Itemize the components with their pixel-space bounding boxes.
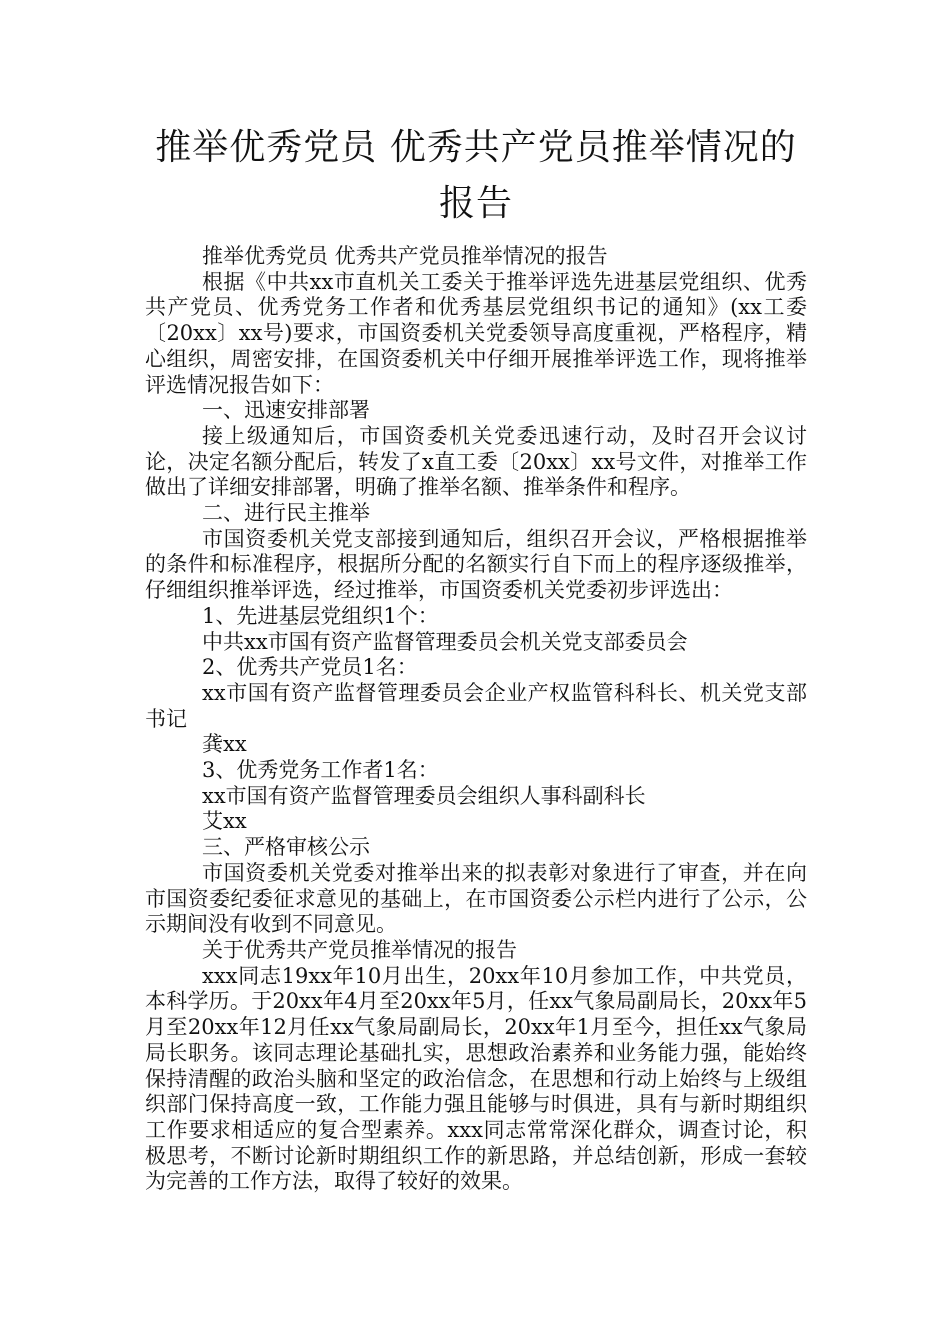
section-heading-1: 一、迅速安排部署 <box>202 398 370 423</box>
section-heading-3: 三、严格审核公示 <box>202 835 370 860</box>
document-body <box>145 244 807 1195</box>
document-title: 推举优秀党员 优秀共产党员推举情况的报告 <box>155 127 797 224</box>
paragraph-section-2: 市国资委机关党支部接到通知后，组织召开会议，严格根据推举的条件和标准程序，根据所分配的名额实行自下而上的程序逐级推举，仔细组织推举评选，经过推举，市国资委机关党委初步评选出： <box>145 526 807 603</box>
paragraph-intro: 根据《中共xx市直机关工委关于推举评选先进基层党组织、优秀共产党员、优秀党务工作者和优秀基层党组织书记的通知》(xx工委〔20xx〕xx号)要求，市国资委机关党委领导高度重视，严格程序，精心组织，周密安排，在国资委机关中仔细开展推举评选工作，现将推举评选情况报告如下： <box>145 269 807 397</box>
list-item-3-value: xx市国有资产监督管理委员会组织人事科副科长 <box>202 783 646 808</box>
list-item-1-heading: 1、先进基层党组织1个： <box>202 603 439 628</box>
paragraph-profile: xxx同志19xx年10月出生，20xx年10月参加工作，中共党员，本科学历。于20xx年4月至20xx年5月，任xx气象局副局长，20xx年5月至20xx年12月任xx气象局副局长，20xx年1月至今，担任xx气象局局长职务。该同志理论基础扎实，思想政治素养和业务能力强，能始终保持清醒的政治头脑和坚定的政治信念，在思想和行动上始终与上级组织部门保持高度一致，工作能力强且能够与时俱进，具有与新时期组织工作要求相适应的复合型素养。xxx同志常常深化群众，调查讨论，积极思考，不断讨论新时期组织工作的新思路，并总结创新，形成一套较为完善的工作方法，取得了较好的效果。 <box>145 963 807 1194</box>
list-item-2-heading: 2、优秀共产党员1名： <box>202 655 418 680</box>
report-subtitle: 关于优秀共产党员推举情况的报告 <box>202 937 517 962</box>
document-page <box>145 120 807 1195</box>
list-item-3-heading: 3、优秀党务工作者1名： <box>202 758 439 783</box>
list-item-3-name: 艾xx <box>202 809 247 834</box>
list-item-2-name: 龚xx <box>202 732 247 757</box>
paragraph-section-1: 接上级通知后，市国资委机关党委迅速行动，及时召开会议讨论，决定名额分配后，转发了x直工委〔20xx〕xx号文件，对推举工作做出了详细安排部署，明确了推举名额、推举条件和程序。 <box>145 423 807 500</box>
section-heading-2: 二、进行民主推举 <box>202 501 370 526</box>
paragraph-section-3: 市国资委机关党委对推举出来的拟表彰对象进行了审查，并在向市国资委纪委征求意见的基础上，在市国资委公示栏内进行了公示，公示期间没有收到不同意见。 <box>145 860 807 937</box>
list-item-1-value: 中共xx市国有资产监督管理委员会机关党支部委员会 <box>202 629 688 654</box>
list-item-2-value: xx市国有资产监督管理委员会企业产权监管科科长、机关党支部书记 <box>145 680 807 731</box>
paragraph-subtitle: 推举优秀党员 优秀共产党员推举情况的报告 <box>202 244 608 268</box>
